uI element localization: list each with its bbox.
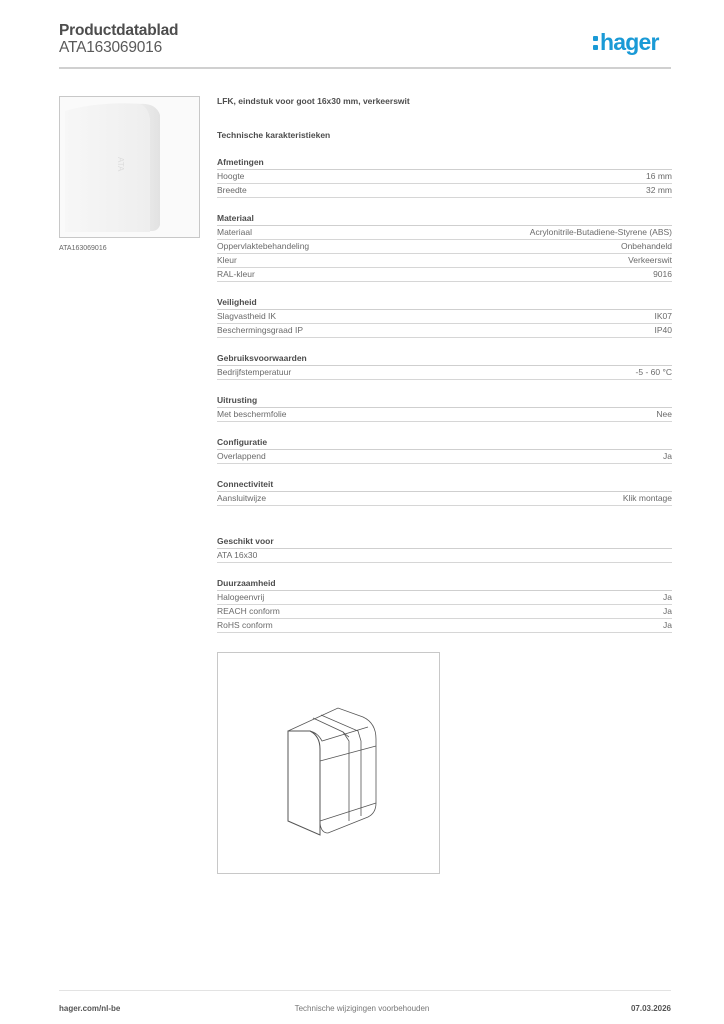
spec-label: Hoogte xyxy=(217,171,245,181)
section-title: Afmetingen xyxy=(217,157,672,170)
section-gebruiksvoorwaarden xyxy=(217,353,672,380)
spec-label: Slagvastheid IK xyxy=(217,311,277,321)
product-code: ATA163069016 xyxy=(59,39,163,56)
spec-row xyxy=(217,549,672,563)
footer-website-link[interactable]: hager.com/nl-be xyxy=(59,1004,121,1013)
spec-value: -5 - 60 °C xyxy=(635,367,672,377)
spec-row xyxy=(217,366,672,380)
spec-value: 9016 xyxy=(653,269,672,279)
logo-text: hager xyxy=(600,29,659,55)
document-title: Productdatablad xyxy=(59,22,179,39)
section-connectiviteit xyxy=(217,479,672,506)
spec-row xyxy=(217,184,672,198)
spec-label: Materiaal xyxy=(217,227,252,237)
spec-row xyxy=(217,170,672,184)
photo-caption: ATA163069016 xyxy=(59,245,107,252)
section-title: Duurzaamheid xyxy=(217,578,672,591)
spec-label: Bedrijfstemperatuur xyxy=(217,367,292,377)
header-divider xyxy=(59,67,671,69)
spec-content xyxy=(217,96,672,667)
spec-row xyxy=(217,324,672,338)
endcap-line-drawing xyxy=(218,653,439,873)
spec-row xyxy=(217,240,672,254)
technical-drawing xyxy=(217,652,440,874)
spec-value: Nee xyxy=(656,409,672,419)
footer-disclaimer: Technische wijzigingen voorbehouden xyxy=(294,1004,430,1013)
spec-row xyxy=(217,450,672,464)
spec-row xyxy=(217,268,672,282)
spec-label: Oppervlaktebehandeling xyxy=(217,241,310,251)
spec-label: RAL-kleur xyxy=(217,269,255,279)
footer-date: 07.03.2026 xyxy=(630,1004,671,1013)
spec-value: Ja xyxy=(663,451,672,461)
tech-characteristics-title: Technische karakteristieken xyxy=(217,130,331,140)
section-title: Uitrusting xyxy=(217,395,672,408)
spec-value: 16 mm xyxy=(646,171,672,181)
product-endcap-image xyxy=(60,97,200,238)
spec-label: Beschermingsgraad IP xyxy=(217,325,303,335)
section-title: Materiaal xyxy=(217,213,672,226)
spec-value: IP40 xyxy=(654,325,672,335)
spec-label: REACH conform xyxy=(217,606,280,616)
section-geschikt-voor xyxy=(217,536,672,563)
footer-divider xyxy=(59,990,671,991)
spec-label: Breedte xyxy=(217,185,247,195)
spec-value: Acrylonitrile-Butadiene-Styrene (ABS) xyxy=(529,227,672,237)
spec-value: Ja xyxy=(663,620,672,630)
spec-row xyxy=(217,619,672,633)
product-description: LFK, eindstuk voor goot 16x30 mm, verkeerswit xyxy=(217,96,410,106)
spec-row xyxy=(217,310,672,324)
section-title: Connectiviteit xyxy=(217,479,672,492)
spec-row xyxy=(217,492,672,506)
spec-value: Onbehandeld xyxy=(620,241,672,251)
spec-label: ATA 16x30 xyxy=(217,550,258,560)
spec-row xyxy=(217,605,672,619)
spec-label: Overlappend xyxy=(217,451,266,461)
spec-label: Met beschermfolie xyxy=(217,409,287,419)
spec-value: Klik montage xyxy=(622,493,672,503)
product-photo xyxy=(59,96,200,238)
section-title: Geschikt voor xyxy=(217,536,672,549)
section-title: Configuratie xyxy=(217,437,672,450)
section-configuratie xyxy=(217,437,672,464)
spec-label: Halogeenvrij xyxy=(217,592,265,602)
spec-row xyxy=(217,254,672,268)
section-title: Gebruiksvoorwaarden xyxy=(217,353,672,366)
logo-colon-icon xyxy=(593,36,598,51)
section-materiaal xyxy=(217,213,672,282)
section-duurzaamheid xyxy=(217,578,672,633)
svg-text:ATA: ATA xyxy=(116,157,125,172)
spec-row xyxy=(217,591,672,605)
spec-value: Ja xyxy=(663,606,672,616)
section-veiligheid xyxy=(217,297,672,338)
spec-label: Aansluitwijze xyxy=(217,493,267,503)
section-title: Veiligheid xyxy=(217,297,672,310)
section-uitrusting xyxy=(217,395,672,422)
spec-label: Kleur xyxy=(217,255,237,265)
spec-value: IK07 xyxy=(654,311,672,321)
section-afmetingen xyxy=(217,157,672,198)
spec-row xyxy=(217,226,672,240)
hager-logo xyxy=(593,29,659,56)
spec-row xyxy=(217,408,672,422)
spec-value: Ja xyxy=(663,592,672,602)
spec-value: 32 mm xyxy=(646,185,672,195)
spec-label: RoHS conform xyxy=(217,620,273,630)
spec-value: Verkeerswit xyxy=(628,255,672,265)
